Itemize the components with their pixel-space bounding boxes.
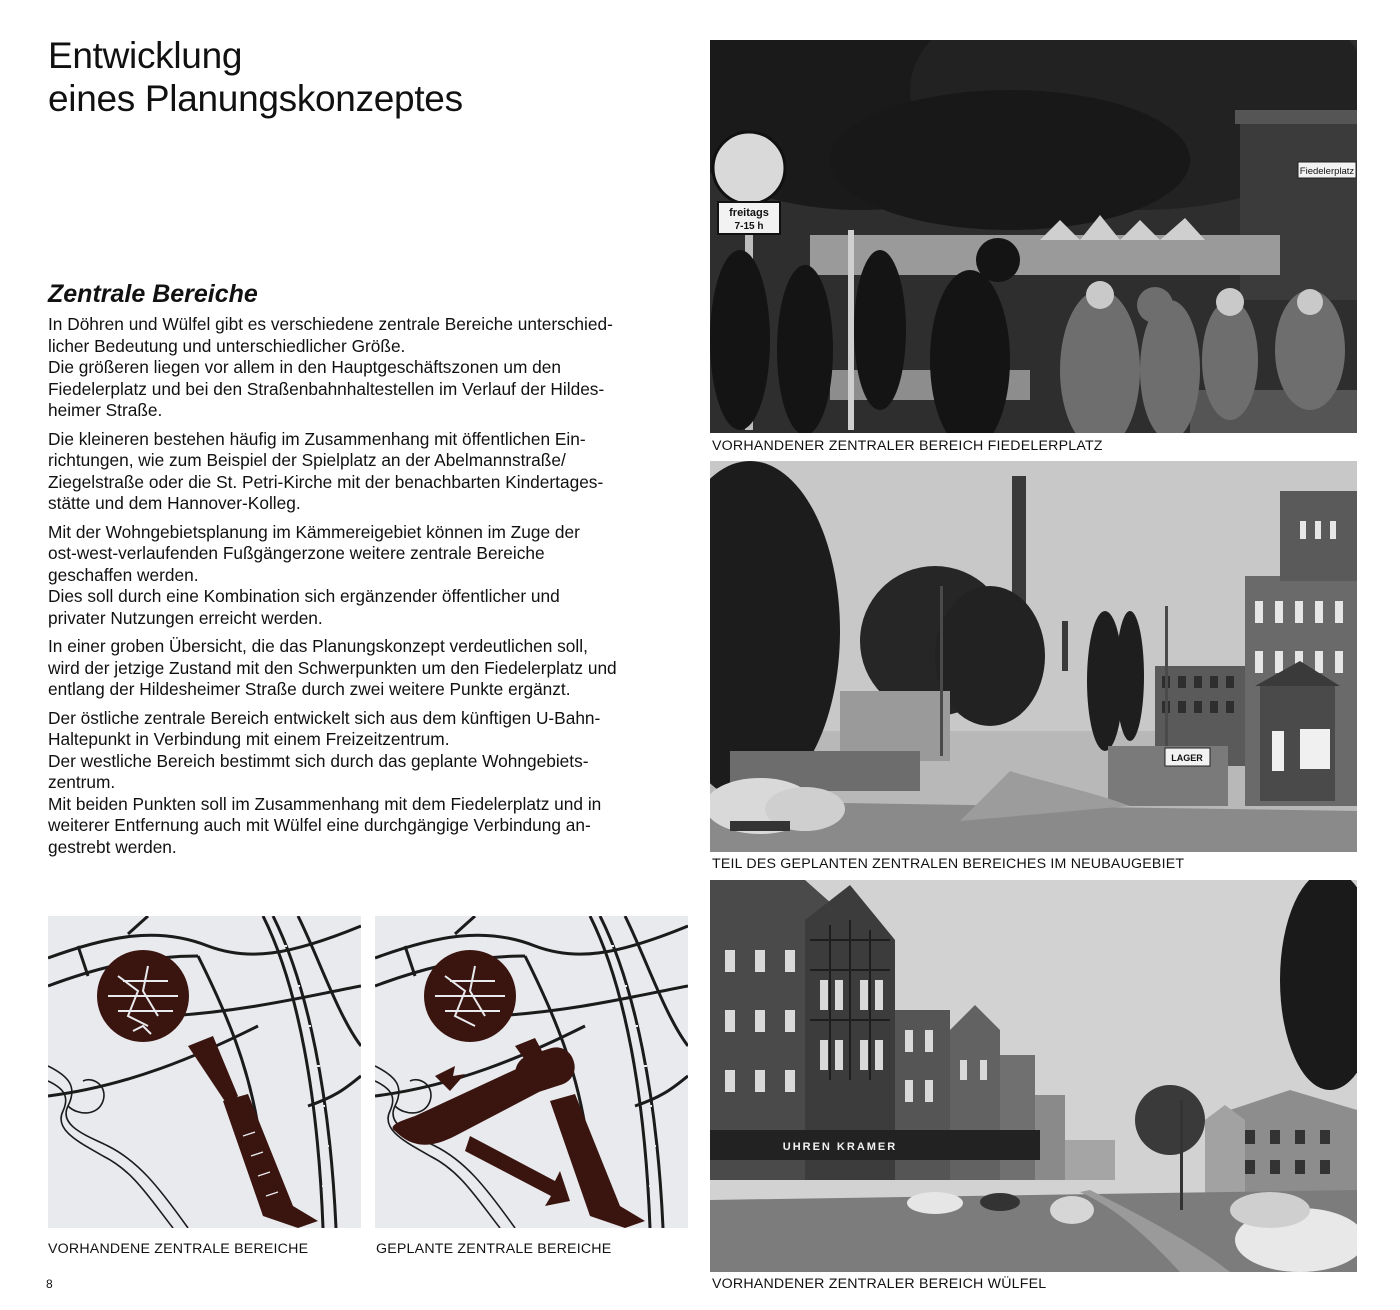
body-line: Fiedelerplatz und bei den Straßenbahnhaltestellen im Verlauf der Hildes- (48, 378, 605, 399)
photo-wuelfel-street (710, 880, 1357, 1272)
body-line: gestrebt werden. (48, 836, 177, 857)
photo-neubaugebiet (710, 461, 1357, 852)
body-line: wird der jetzige Zustand mit den Schwerpunkten um den Fiedelerplatz und (48, 657, 617, 678)
body-paragraph (48, 429, 700, 515)
body-line: geschaffen werden. (48, 564, 199, 585)
body-line: Dies soll durch eine Kombination sich ergänzender öffentlicher und (48, 586, 560, 606)
diagram-planned-caption: GEPLANTE ZENTRALE BEREICHE (376, 1241, 612, 1257)
body-line: Die kleineren bestehen häufig im Zusammenhang mit öffentlichen Ein- (48, 428, 586, 449)
shop-sign-text: UHREN KRAMER (782, 1141, 898, 1153)
title-line-1: Entwicklung (48, 35, 243, 76)
body-line: In Döhren und Wülfel gibt es verschiedene zentrale Bereiche unterschied- (48, 314, 613, 334)
body-line: Mit der Wohngebietsplanung im Kämmereigebiet können im Zuge der (48, 521, 580, 542)
body-line: zentrum. (48, 772, 116, 792)
section-heading: Zentrale Bereiche (48, 280, 258, 308)
body-line: entlang der Hildesheimer Straße durch zwei weitere Punkte ergänzt. (48, 679, 571, 699)
page-number: 8 (46, 1277, 53, 1291)
body-line: Haltepunkt in Verbindung mit einem Freizeitzentrum. (48, 729, 450, 749)
body-paragraph (48, 314, 700, 422)
page-title (48, 34, 668, 120)
body-line: privater Nutzungen erreicht werden. (48, 607, 323, 628)
sign-text-1: freitags (729, 207, 769, 219)
body-paragraph (48, 708, 700, 859)
body-line: richtungen, wie zum Beispiel der Spielplatz an der Abelmannstraße/ (48, 450, 566, 470)
body-line: Der westliche Bereich bestimmt sich durch das geplante Wohngebiets- (48, 750, 589, 771)
body-paragraph (48, 522, 700, 630)
body-line: ost-west-verlaufenden Fußgängerzone weitere zentrale Bereiche (48, 543, 545, 563)
photo2-caption: TEIL DES GEPLANTEN ZENTRALEN BEREICHES IM NEUBAUGEBIET (712, 856, 1185, 872)
body-line: Die größeren liegen vor allem in den Hauptgeschäftszonen um den (48, 357, 561, 377)
photo3-caption: VORHANDENER ZENTRALER BEREICH WÜLFEL (712, 1276, 1047, 1292)
body-line: heimer Straße. (48, 400, 163, 420)
body-line: Der östliche zentrale Bereich entwickelt sich aus dem künftigen U-Bahn- (48, 707, 601, 728)
lager-sign-text: LAGER (1171, 753, 1203, 763)
sign-text-2: 7-15 h (734, 221, 764, 232)
diagram-existing-central-areas (48, 916, 361, 1228)
body-text (48, 314, 700, 865)
body-line: licher Bedeutung und unterschiedlicher Größe. (48, 335, 406, 356)
body-line: weiterer Entfernung auch mit Wülfel eine durchgängige Verbindung an- (48, 815, 591, 835)
diagram-existing-caption: VORHANDENE ZENTRALE BEREICHE (48, 1241, 309, 1257)
body-paragraph (48, 636, 700, 701)
photo-fiedelerplatz-market (710, 40, 1357, 433)
photo1-caption: VORHANDENER ZENTRALER BEREICH FIEDELERPLATZ (712, 438, 1103, 454)
street-sign-text: Fiedelerplatz (1299, 166, 1355, 177)
body-line: Mit beiden Punkten soll im Zusammenhang mit dem Fiedelerplatz und in (48, 793, 602, 814)
body-line: In einer groben Übersicht, die das Planungskonzept verdeutlichen soll, (48, 636, 588, 656)
body-line: Ziegelstraße oder die St. Petri-Kirche mit der benachbarten Kindertages- (48, 471, 604, 492)
body-line: stätte und dem Hannover-Kolleg. (48, 493, 301, 513)
title-line-2: eines Planungskonzeptes (48, 78, 463, 119)
diagram-planned-central-areas (375, 916, 688, 1228)
